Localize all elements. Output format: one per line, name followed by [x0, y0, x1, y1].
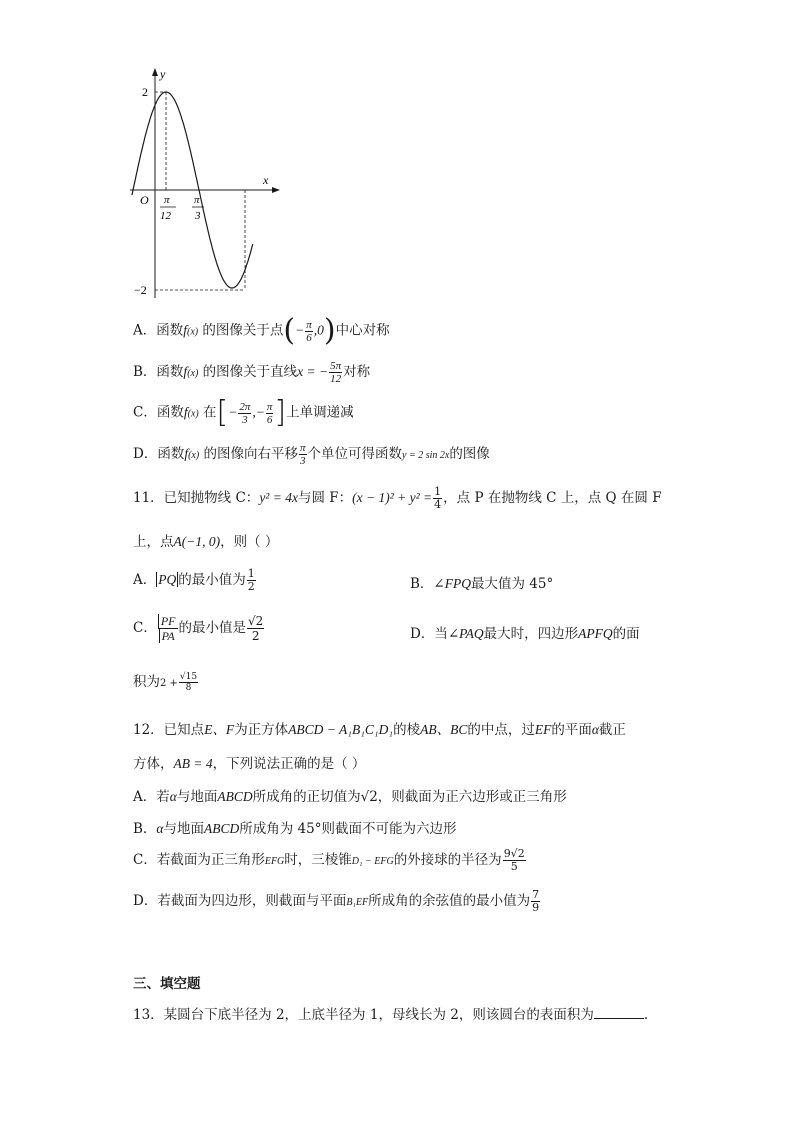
section-title: 三、填空题 — [133, 976, 201, 992]
q10-option-a: A．函数f(x) 的图像关于点(− $\frac{\pi}{6}$ ,0)中心对称 — [133, 313, 390, 348]
tick2-num: π — [194, 194, 200, 206]
q11-option-c: C． $\frac{PF}{PA}$ 的最小值是 $\frac{√2}{2}$ — [133, 614, 264, 643]
q12-option-b: B．α与地面ABCD所成角为 45°则截面不可能为六边形 — [133, 821, 457, 837]
q11-option-a: A． PQ 的最小值为 $\frac{1}{2}$ — [133, 567, 255, 593]
q10-option-c: C．函数f(x) 在[− $\frac{2\pi}{3}$ ,− $\frac{\pi}{6}$ ]上单调递减 — [133, 395, 354, 430]
x-axis-arrow — [272, 187, 280, 193]
q11-option-b: B．∠FPQ最大值为 45° — [410, 576, 554, 592]
q13-line: 13．某圆台下底半径为 2，上底半径为 1，母线长为 2，则该圆台的表面积为 . — [133, 1007, 649, 1023]
q12-option-c: C．若截面为正三角形EFG时，三棱锥D₁ − EFG的外接球的半径为 $\frac{9√2}{5}$ — [133, 847, 525, 873]
tick1-num: π — [164, 194, 170, 206]
q11-option-d: D．当∠PAQ最大时，四边形APFQ的面 — [410, 626, 640, 642]
y-axis-label: y — [160, 67, 166, 81]
q11-line2: 上，点A(−1, 0)，则（ ） — [133, 534, 279, 550]
sine-graph — [120, 60, 290, 305]
q12-line2: 方体，AB = 4，下列说法正确的是（ ） — [133, 756, 366, 772]
y-max-label: 2 — [142, 85, 148, 99]
x-axis-label: x — [263, 173, 269, 187]
q10-option-d: D．函数f(x) 的图像向右平移 $\frac{\pi}{3}$ 个单位可得函数y = 2 sin 2x的图像 — [133, 442, 490, 467]
tick2-den: 3 — [195, 210, 201, 222]
q12-option-a: A．若α与地面ABCD所成角的正切值为√2，则截面为正六边形或正三角形 — [133, 789, 567, 805]
q12-line1: 12．已知点E、F为正方体ABCD − A₁B₁C₁D₁的棱AB、BC的中点，过EF的平面α截正 — [133, 722, 626, 738]
q12-option-d: D．若截面为四边形，则截面与平面B₁EF所成角的余弦值的最小值为 $\frac{7}{9}$ — [133, 888, 540, 914]
y-axis-arrow — [152, 68, 158, 76]
tick1-den: 12 — [160, 210, 171, 222]
q10-option-b: B．函数f(x) 的图像关于直线x = − $\frac{5\pi}{12}$ 对称 — [133, 360, 371, 385]
q11-line1: 11．已知抛物线 C：y² = 4x与圆 F：(x − 1)² + y² = $\frac{1}{4}$ ，点 P 在抛物线 C 上，点 Q 在圆 F — [133, 485, 662, 511]
answer-blank[interactable] — [594, 1006, 644, 1019]
y-min-label: −2 — [134, 283, 147, 297]
origin-label: O — [140, 193, 149, 207]
q11-option-d-cont: 积为2 + $\frac{√15}{8}$ — [133, 672, 198, 693]
